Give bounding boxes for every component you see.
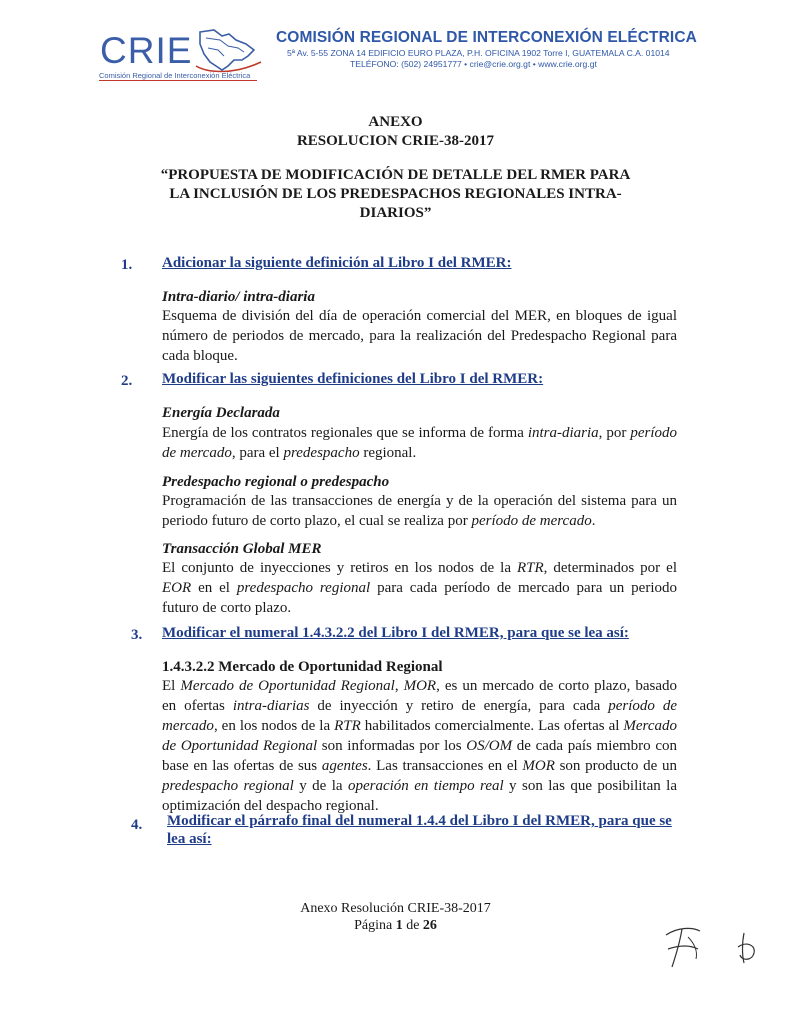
definition-text-transaccion: El conjunto de inyecciones y retiros en los nodos de la RTR, determinados por el EOR en el predespacho regional para cada período de mercado para un periodo futuro de corto plazo. bbox=[162, 560, 677, 616]
section-4-heading-line-1: Modificar el párrafo final del numeral 1.4.4 del Libro I del RMER, para que se bbox=[167, 813, 672, 829]
section-3-number: 3. bbox=[131, 627, 143, 643]
definition-text-energia: Energía de los contratos regionales que se informa de forma intra-diaria, por período de mercado, para el predespacho regional. bbox=[162, 425, 678, 461]
numeral-heading: 1.4.3.2.2 Mercado de Oportunidad Regional bbox=[162, 659, 443, 675]
handwritten-initials-signature bbox=[658, 915, 768, 975]
definition-term-intradiario: Intra-diario/ intra-diaria bbox=[162, 289, 315, 305]
definition-term-predespacho: Predespacho regional o predespacho bbox=[162, 474, 390, 490]
organization-address: 5ª Av. 5-55 ZONA 14 EDIFICIO EURO PLAZA, P.H. OFICINA 1902 Torre I, GUATEMALA C.A. 01014 bbox=[287, 48, 670, 58]
definition-text-intradiario: Esquema de división del día de operación comercial del MER, en bloques de igual número de periodos de mercado, para la realización del Predespacho Regional para cada bloque. bbox=[162, 308, 677, 364]
section-4-number: 4. bbox=[131, 817, 143, 833]
annex-label: ANEXO bbox=[368, 114, 423, 130]
section-2-heading: Modificar las siguientes definiciones del Libro I del RMER: bbox=[162, 371, 544, 387]
section-3-heading: Modificar el numeral 1.4.3.2.2 del Libro I del RMER, para que se lea así: bbox=[162, 625, 629, 641]
section-2-number: 2. bbox=[121, 373, 133, 389]
organization-name: COMISIÓN REGIONAL DE INTERCONEXIÓN ELÉCTRICA bbox=[276, 29, 697, 46]
numeral-text: El Mercado de Oportunidad Regional, MOR, es un mercado de corto plazo, basado en ofertas intra-diarias de inyección y retiro de energía, para cada período de mercado, en los nodos de la RTR habilitados comercialmente. Las ofertas al Mercado de Oportunidad Regional son informadas por los OS/OM de cada país miembro con base en las ofertas de sus agentes. Las transacciones en el MOR son producto de un predespacho regional y de la operación en tiempo real y son las que posibilitan la optimización del despacho regional. bbox=[162, 678, 678, 814]
document-title-line-3: DIARIOS” bbox=[359, 205, 432, 221]
logo-caption: Comisión Regional de Interconexión Eléctrica bbox=[99, 71, 251, 80]
organization-contact: TELÉFONO: (502) 24951777 • crie@crie.org.gt • www.crie.org.gt bbox=[350, 59, 597, 69]
definition-term-energia: Energía Declarada bbox=[162, 405, 280, 421]
logo-wordmark: CRIE bbox=[100, 30, 193, 71]
resolution-number: RESOLUCION CRIE-38-2017 bbox=[296, 133, 495, 149]
definition-term-transaccion: Transacción Global MER bbox=[162, 541, 322, 557]
document-title-line-1: “PROPUESTA DE MODIFICACIÓN DE DETALLE DEL RMER PARA bbox=[160, 167, 631, 183]
section-1-heading: Adicionar la siguiente definición al Libro I del RMER: bbox=[162, 255, 512, 271]
section-4-heading-line-2: lea así: bbox=[167, 831, 212, 847]
footer-resolution: Anexo Resolución CRIE-38-2017 bbox=[300, 901, 491, 916]
logo-underline bbox=[99, 80, 257, 81]
page-number: Página 1 de 26 bbox=[354, 918, 437, 933]
section-1-number: 1. bbox=[121, 257, 133, 273]
document-title-line-2: LA INCLUSIÓN DE LOS PREDESPACHOS REGIONALES INTRA- bbox=[169, 186, 622, 202]
definition-text-predespacho: Programación de las transacciones de energía y de la operación del sistema para un periodo futuro de corto plazo, el cual se realiza por período de mercado. bbox=[162, 493, 677, 529]
